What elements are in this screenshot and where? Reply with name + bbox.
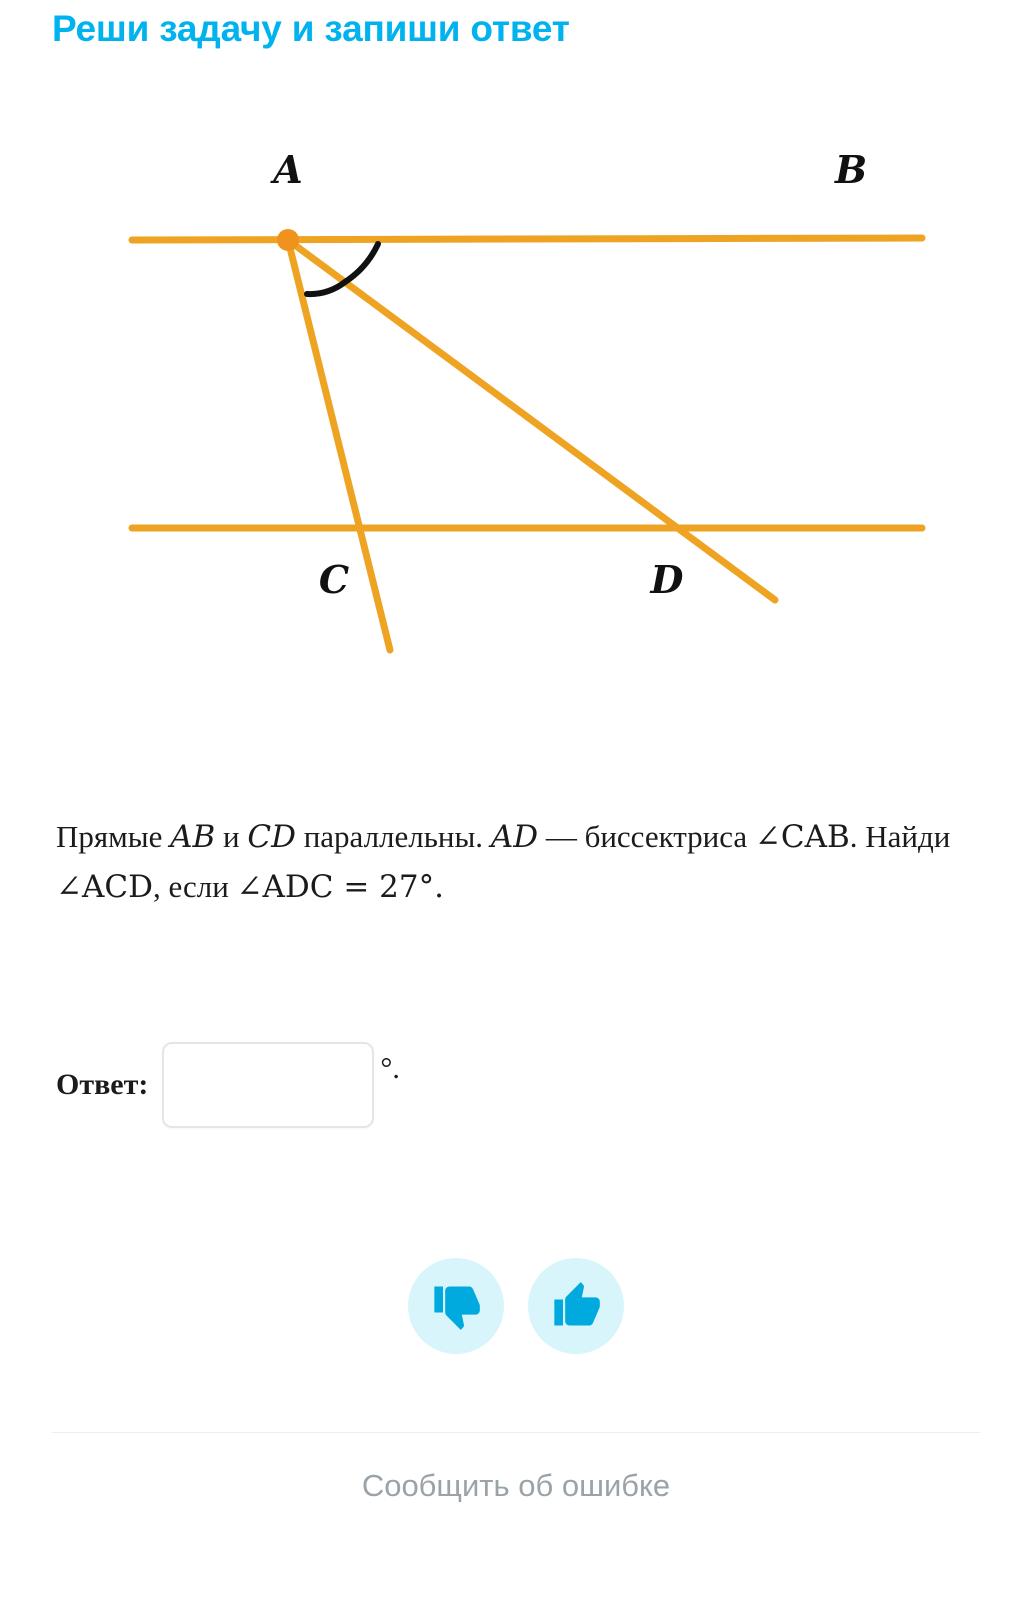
answer-label: Ответ: xyxy=(56,1068,149,1101)
line-ab xyxy=(132,238,922,240)
vertex-point-a xyxy=(277,229,299,251)
vote-row xyxy=(0,1258,1032,1354)
report-error-link[interactable]: Сообщить об ошибке xyxy=(361,1468,671,1503)
problem-math-cab: ∠CAB xyxy=(754,819,850,855)
dislike-button[interactable] xyxy=(408,1258,504,1354)
thumbs-up-icon xyxy=(550,1280,602,1332)
label-d: D xyxy=(650,557,684,602)
problem-statement xyxy=(56,812,956,912)
problem-math-adc: ∠ADC xyxy=(236,869,334,906)
problem-math-acd: ∠ACD xyxy=(56,869,153,906)
answer-row xyxy=(56,1042,400,1128)
angle-arc-outer xyxy=(345,244,378,282)
answer-input[interactable] xyxy=(162,1042,374,1128)
problem-text-2: и xyxy=(215,819,248,854)
problem-math-ad: AD xyxy=(490,819,539,855)
problem-text-5: . Найди xyxy=(849,819,951,854)
footer-divider xyxy=(52,1432,980,1433)
geometry-figure xyxy=(0,110,1032,730)
like-button[interactable] xyxy=(528,1258,624,1354)
problem-period: . xyxy=(434,869,444,906)
problem-math-eq: = 27 xyxy=(333,869,419,906)
label-b: B xyxy=(834,147,868,192)
angle-arc-inner xyxy=(307,282,345,294)
page-title: Реши задачу и запиши ответ xyxy=(52,8,570,49)
problem-text-1: Прямые xyxy=(56,819,171,854)
label-c: C xyxy=(318,557,350,602)
problem-math-ab: AB xyxy=(170,819,216,855)
label-a: A xyxy=(273,147,303,192)
problem-dash: — xyxy=(538,819,577,854)
answer-degree-suffix: °. xyxy=(380,1052,400,1085)
problem-text-3: параллельны. xyxy=(295,819,491,854)
problem-text-4: биссектриса xyxy=(584,819,755,854)
thumbs-down-icon xyxy=(430,1280,482,1332)
problem-math-cd: CD xyxy=(247,819,296,855)
problem-text-6: , если xyxy=(152,869,229,905)
problem-degree-symbol: ° xyxy=(418,869,435,906)
